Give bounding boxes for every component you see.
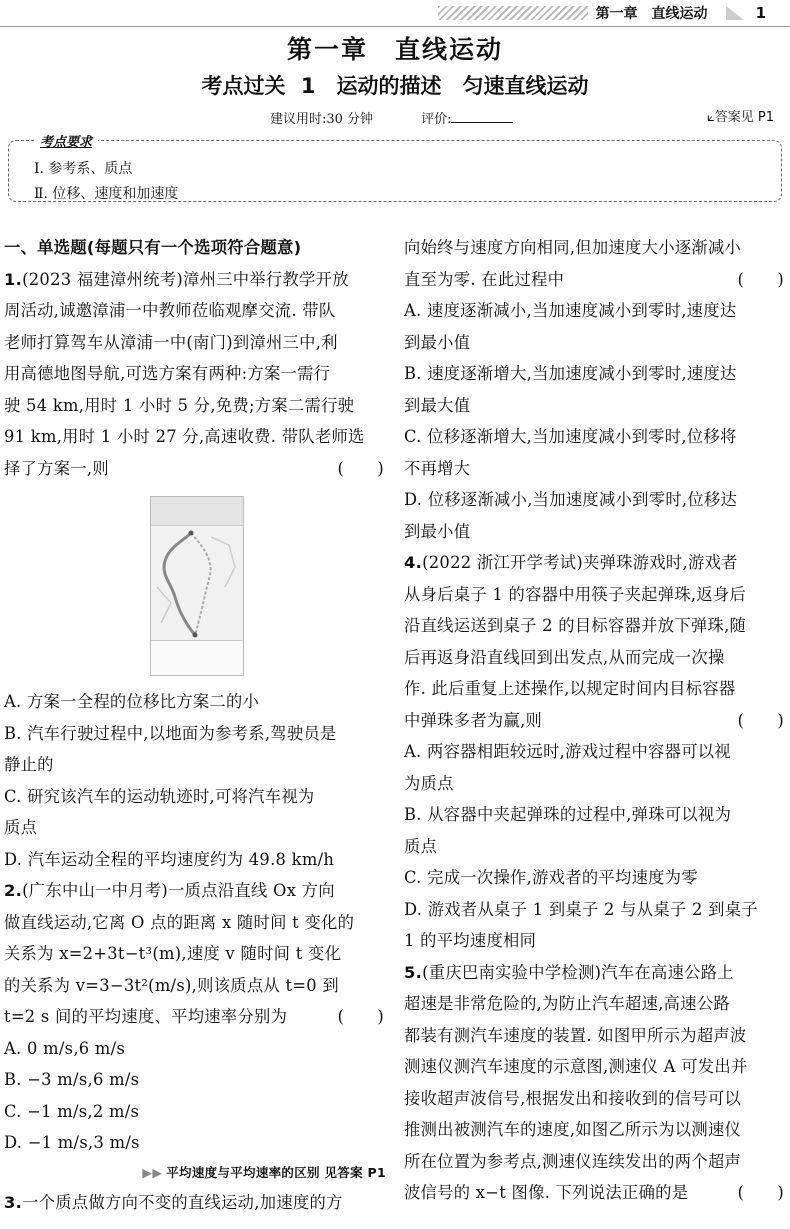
q3-line: 直至为零. 在此过程中 ( ) xyxy=(404,264,790,296)
q4-line: 后再返身沿直线回到出发点,从而完成一次操 xyxy=(404,647,725,667)
key-point-item: Ⅱ. 位移、速度和加速度 xyxy=(34,186,179,202)
q4-line: 作. 此后重复上述操作,以规定时间内目标容器 xyxy=(404,679,736,698)
section-heading: 一、单选题(每题只有一个选项符合题意) xyxy=(4,238,302,257)
q5-line: 测速仪测汽车速度的示意图,测速仪 A 可发出并 xyxy=(404,1057,748,1076)
q2-option: B. −3 m/s,6 m/s xyxy=(4,1070,140,1089)
q3-option: D. 位移逐渐减小,当加速度减小到零时,位移达 xyxy=(404,490,738,509)
map-top-bar xyxy=(151,497,243,526)
q2-line: 关系为 x=2+3t−t³(m),速度 v 随时间 t 变化 xyxy=(4,944,342,963)
header-divider xyxy=(0,26,790,27)
q1-option: D. 汽车运动全程的平均速度约为 49.8 km/h xyxy=(4,849,335,869)
q4-option: B. 从容器中夹起弹珠的过程中,弹珠可以视为 xyxy=(404,805,732,824)
q3-option: C. 位移逐渐增大,当加速度减小到零时,位移将 xyxy=(404,427,737,446)
q1-line: 周活动,诚邀漳浦一中教师莅临观摩交流. 带队 xyxy=(4,301,336,320)
answer-paren: ( ) xyxy=(737,710,784,730)
q3-option-cont: 到最小值 xyxy=(404,521,471,541)
header-chapter: 第一章 直线运动 xyxy=(595,6,708,22)
q3-option: B. 速度逐渐增大,当加速度减小到零时,速度达 xyxy=(404,364,737,383)
rating-label: 评价: xyxy=(421,112,452,127)
q4-option-cont: 质点 xyxy=(404,836,438,856)
q2-line: 做直线运动,它离 O 点的距离 x 随时间 t 变化的 xyxy=(4,912,355,932)
q4-line: 中弹珠多者为赢,则 ( ) xyxy=(404,705,790,737)
meta-row xyxy=(270,108,513,127)
q1-option-cont: 质点 xyxy=(4,818,38,837)
answer-paren: ( ) xyxy=(337,1007,384,1026)
q3-line: 向始终与速度方向相同,但加速度大小逐渐减小 xyxy=(404,238,742,257)
q4-line: 从身后桌子 1 的容器中用筷子夹起弹珠,返身后 xyxy=(404,584,747,604)
q1-option: A. 方案一全程的位移比方案二的小 xyxy=(4,692,260,711)
q5-line: 波信号的 x−t 图像. 下列说法正确的是 ( ) xyxy=(404,1177,790,1209)
q4-line: 沿直线运送到桌子 2 的目标容器并放下弹珠,随 xyxy=(404,616,747,635)
q1-line: 91 km,用时 1 小时 27 分,高速收费. 带队老师选 xyxy=(4,427,365,446)
q2-line: t=2 s 间的平均速度、平均速率分别为 ( ) xyxy=(4,1001,390,1033)
q1-line: 1.(2023 福建漳州统考)漳州三中举行教学开放 xyxy=(4,269,349,289)
q1-option-cont: 静止的 xyxy=(4,755,54,774)
q4-line: 4.(2022 浙江开学考试)夹弹珠游戏时,游戏者 xyxy=(404,553,738,572)
map-route-drawing xyxy=(151,527,243,643)
q1-line: 老师打算驾车从漳浦一中(南门)到漳州三中,利 xyxy=(4,332,338,352)
q3-line: 3.一个质点做方向不变的直线运动,加速度的方 xyxy=(4,1192,343,1212)
q4-option-cont: 为质点 xyxy=(404,773,454,793)
header-triangle-icon xyxy=(726,6,744,20)
q3-option-cont: 到最大值 xyxy=(404,395,471,415)
q4-option: D. 游戏者从桌子 1 到桌子 2 与从桌子 2 到桌子 xyxy=(404,899,758,919)
q5-line: 5.(重庆巴南实验中学检测)汽车在高速公路上 xyxy=(404,962,734,982)
q1-line: 用高德地图导航,可选方案有两种:方案一需行 xyxy=(4,364,331,383)
chapter-title: 第一章 直线运动 xyxy=(286,35,503,64)
q2-line: 的关系为 v=3−3t²(m/s),则该质点从 t=0 到 xyxy=(4,975,340,995)
q2-option: D. −1 m/s,3 m/s xyxy=(4,1133,140,1152)
map-route-options xyxy=(151,640,243,675)
answer-reference: ⟀答案见 P1 xyxy=(706,110,774,125)
answer-paren: ( ) xyxy=(737,269,784,289)
q3-number: 3. xyxy=(4,1192,23,1212)
header-stripes xyxy=(438,6,588,20)
q3-option-cont: 到最小值 xyxy=(404,332,471,352)
answer-paren: ( ) xyxy=(337,458,384,478)
q2-option: A. 0 m/s,6 m/s xyxy=(4,1038,126,1058)
q5-number: 5. xyxy=(404,962,423,982)
q2-answer-note: ▶▶ 平均速度与平均速率的区别 见答案 P1 xyxy=(142,1164,386,1180)
q3-option-cont: 不再增大 xyxy=(404,458,471,478)
q1-line: 择了方案一,则 ( ) xyxy=(4,453,390,485)
q5-line: 都装有测汽车速度的装置. 如图甲所示为超声波 xyxy=(404,1025,747,1045)
q5-line: 超速是非常危险的,为防止汽车超速,高速公路 xyxy=(404,994,730,1013)
key-point-item: Ⅰ. 参考系、质点 xyxy=(34,161,133,177)
key-points-label: 考点要求 xyxy=(34,131,98,150)
q2-number: 2. xyxy=(4,881,23,900)
rating-blank xyxy=(451,110,513,123)
running-header xyxy=(438,0,790,26)
q2-line: 2.(广东中山一中月考)一质点沿直线 Ox 方向 xyxy=(4,881,335,900)
rating-field xyxy=(421,108,513,127)
q1-option: C. 研究该汽车的运动轨迹时,可将汽车视为 xyxy=(4,786,315,806)
suggested-time: 建议用时:30 分钟 xyxy=(270,112,374,127)
left-column xyxy=(4,232,390,1218)
q4-option-cont: 1 的平均速度相同 xyxy=(404,931,537,950)
q4-option: C. 完成一次操作,游戏者的平均速度为零 xyxy=(404,868,698,887)
double-arrow-icon: ▶▶ xyxy=(142,1164,163,1180)
q1-option: B. 汽车行驶过程中,以地面为参考系,驾驶员是 xyxy=(4,723,337,743)
q5-line: 推测出被测汽车的速度,如图乙所示为以测速仪 xyxy=(404,1120,742,1139)
answer-ref-text: 答案见 P1 xyxy=(714,110,774,125)
right-column xyxy=(404,232,790,1209)
q5-line: 接收超声波信号,根据发出和接收到的信号可以 xyxy=(404,1088,742,1108)
q3-option: A. 速度逐渐减小,当加速度减小到零时,速度达 xyxy=(404,301,737,320)
q1-line: 驶 54 km,用时 1 小时 5 分,免费;方案二需行驶 xyxy=(4,395,355,415)
navigation-map-figure xyxy=(150,496,244,676)
q2-option: C. −1 m/s,2 m/s xyxy=(4,1101,140,1121)
answer-paren: ( ) xyxy=(737,1183,784,1202)
q4-number: 4. xyxy=(404,553,423,572)
q4-option: A. 两容器相距较远时,游戏过程中容器可以视 xyxy=(404,742,731,761)
q5-line: 所在位置为参考点,测速仪连续发出的两个超声 xyxy=(404,1151,742,1171)
q1-number: 1. xyxy=(4,269,23,289)
section-subtitle: 考点过关 1 运动的描述 匀速直线运动 xyxy=(201,74,589,98)
page-number: 1 xyxy=(755,4,766,22)
